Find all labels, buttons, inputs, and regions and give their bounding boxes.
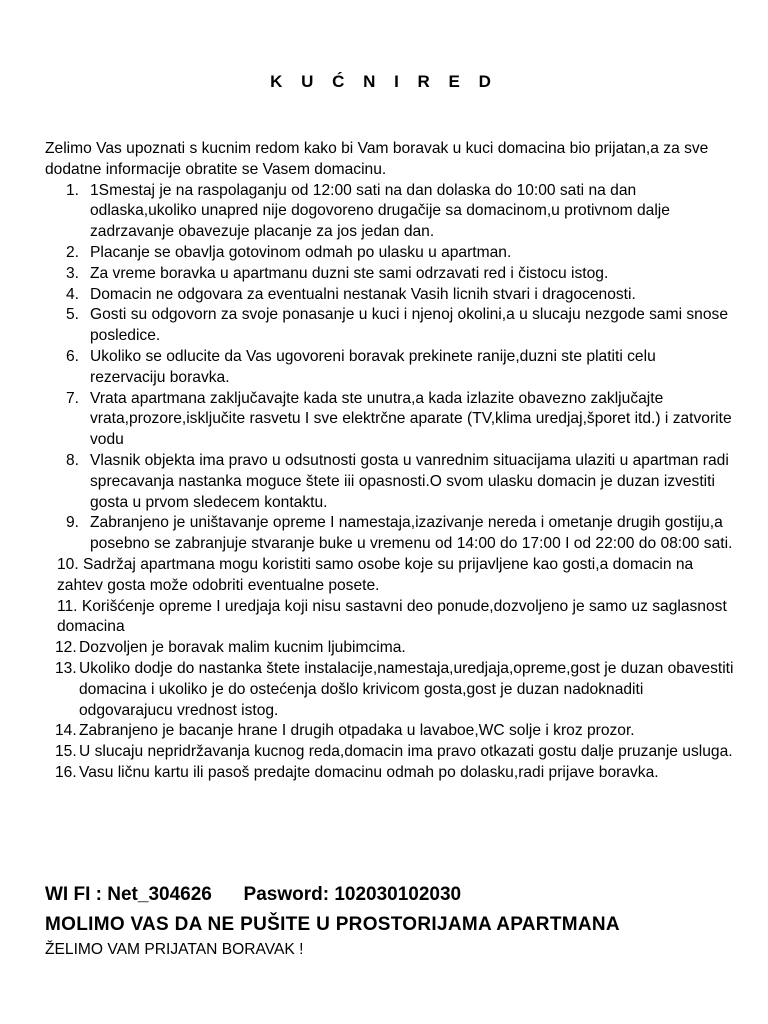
rule-text: Domacin ne odgovara za eventualni nestanak Vasih licnih stvari i dragocenosti. xyxy=(90,285,636,303)
rule-item xyxy=(45,451,735,513)
rule-item xyxy=(45,721,735,742)
rule-text: Ukoliko dodje do nastanka štete instalacije,namestaja,uredjaja,opreme,gost je duzan obavestiti domacina i ukoliko je do ostećenja došlo krivicom gosta,gost je duzan nadoknaditi odgovarajucu vrednost istog. xyxy=(79,659,734,719)
rule-number: 6. xyxy=(66,347,80,365)
rule-number: 1. xyxy=(66,181,80,199)
intro-paragraph: Zelimo Vas upoznati s kucnim redom kako bi Vam boravak u kuci domacina bio prijatan,a za sve dodatne informacije obratite se Vasem domacinu. xyxy=(45,140,709,178)
rules-content xyxy=(45,139,735,784)
rule-number: 4. xyxy=(66,285,80,303)
rule-item xyxy=(45,264,735,285)
rule-text: Zabranjeno je uništavanje opreme I namestaja,izazivanje nereda i ometanje drugih gostiju,a posebno se zabranjuje stvaranje buke u vremenu od 14:00 do 17:00 I od 22:00 do 08:00 sati. xyxy=(90,514,733,553)
rule-number: 16. xyxy=(55,763,77,781)
rule-text: 10. Sadržaj apartmana mogu koristiti samo osobe koje su prijavljene kao gosti,a domacin na zahtev gosta može odobriti eventualne posete. xyxy=(57,555,694,594)
rule-item xyxy=(45,243,735,264)
rule-text: 11. Korišćenje opreme I uredjaja koji nisu sastavni deo ponude,dozvoljeno je samo uz saglasnost domacina xyxy=(57,597,727,636)
rule-item xyxy=(45,305,735,347)
no-smoking-notice: MOLIMO VAS DA NE PUŠITE U PROSTORIJAMA APARTMANA xyxy=(45,914,620,935)
rule-item xyxy=(45,742,735,763)
rule-text: U slucaju nepridržavanja kucnog reda,domacin ima pravo otkazati gostu dalje pruzanje usluga. xyxy=(79,743,733,761)
rule-text: Za vreme boravka u apartmanu duzni ste sami odrzavati red i čistocu istog. xyxy=(90,264,609,282)
rule-item xyxy=(45,347,735,389)
rule-number: 2. xyxy=(66,243,80,261)
rule-item xyxy=(45,597,735,639)
rule-item xyxy=(45,638,735,659)
rule-item xyxy=(45,389,735,451)
rule-text: Gosti su odgovorn za svoje ponasanje u kuci i njenoj okolini,a u slucaju nezgode sami snose posledice. xyxy=(90,306,728,345)
rule-text: Dozvoljen je boravak malim kucnim ljubimcima. xyxy=(79,639,406,657)
rule-number: 3. xyxy=(66,264,80,282)
rule-number: 15. xyxy=(55,743,77,761)
rule-number: 9. xyxy=(66,514,80,532)
rule-text: Ukoliko se odlucite da Vas ugovoreni boravak prekinete ranije,duzni ste platiti celu rezervaciju boravka. xyxy=(90,347,656,386)
rule-number: 7. xyxy=(66,389,80,407)
rules-list-c xyxy=(45,638,735,784)
rule-text: Vrata apartmana zaključavajte kada ste unutra,a kada izlazite obavezno zaključajte vrata,prozore,isključite rasvetu I sve elektrčne aparate (TV,klima uredjaj,šporet itd.) i zatvorite vodu xyxy=(90,389,732,449)
rule-text: Placanje se obavlja gotovinom odmah po ulasku u apartman. xyxy=(90,243,512,261)
rule-text: 1Smestaj je na raspolaganju od 12:00 sati na dan dolaska do 10:00 sati na dan odlaska,ukoliko unapred nije dogovoreno drugačije sa domacinom,u protivnom dalje zadrzavanje obavezuje placanje za jos jedan dan. xyxy=(90,181,670,241)
rule-number: 8. xyxy=(66,451,80,469)
rule-text: Vlasnik objekta ima pravo u odsutnosti gosta u vanrednim situacijama ulaziti u apartman radi sprecavanja nastanka moguce štete iii opasnosti.O svom ulasku domacin je duzan izvestiti gosta u prvom sledecem kontaktu. xyxy=(90,451,729,511)
rule-item xyxy=(45,181,735,243)
rule-text: Vasu ličnu kartu ili pasoš predajte domacinu odmah po dolasku,radi prijave boravka. xyxy=(79,763,659,781)
rule-item xyxy=(45,513,735,555)
rule-number: 13. xyxy=(55,659,77,677)
wifi-info: WI FI : Net_304626 Pasword: 102030102030 xyxy=(45,884,462,905)
rules-list-b xyxy=(45,555,735,638)
document-title: K U Ć N I R E D xyxy=(270,72,498,91)
rule-item xyxy=(45,763,735,784)
rule-item xyxy=(45,659,735,721)
rule-number: 12. xyxy=(55,639,77,657)
rules-list-a xyxy=(45,181,735,555)
rule-number: 14. xyxy=(55,722,77,740)
rule-number: 5. xyxy=(66,306,80,324)
closing-wish: ŽELIMO VAM PRIJATAN BORAVAK ! xyxy=(45,941,304,958)
rule-text: Zabranjeno je bacanje hrane I drugih otpadaka u lavaboe,WC solje i kroz prozor. xyxy=(79,722,635,740)
rule-item xyxy=(45,285,735,306)
rule-item xyxy=(45,555,735,597)
